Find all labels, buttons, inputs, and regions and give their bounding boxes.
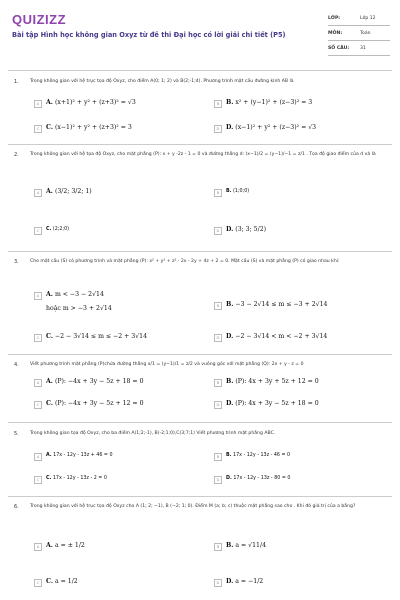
meta-class: LỚP: Lớp 12 (328, 16, 376, 21)
meta-count: SỐ CÂU: 31 (328, 46, 366, 51)
divider (8, 496, 392, 497)
divider (8, 354, 392, 355)
document-title: Bài tập Hình học không gian Oxyz từ đề thi Đại học có lời giải chi tiết (P5) (12, 31, 286, 39)
divider (8, 251, 392, 252)
divider (8, 144, 392, 145)
quizizz-logo: QUIZIZZ (12, 12, 67, 27)
document-header (0, 0, 400, 62)
divider (8, 70, 392, 71)
meta-subject: MÔN: Toán (328, 31, 371, 36)
divider (8, 422, 392, 423)
